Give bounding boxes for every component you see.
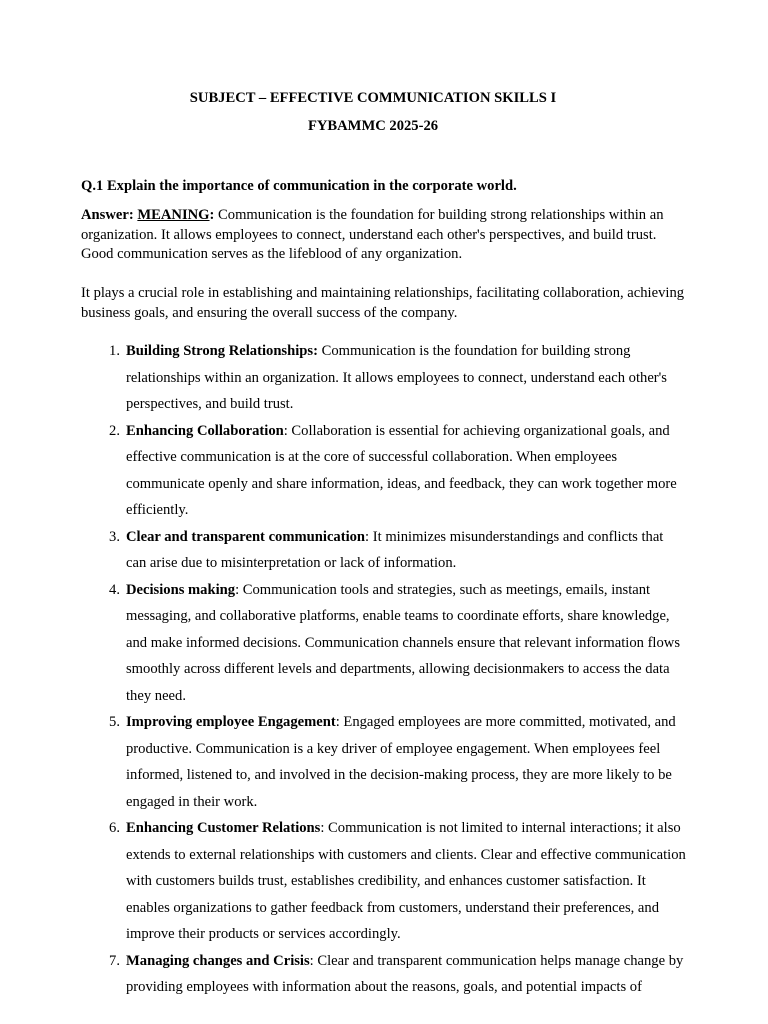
answer-text: Communication is the foundation for building strong relationships within an organization. It allows employees to connect, understand each other's perspectives, and build trust. Good communication serves as the lifeblood of any organization. (81, 207, 664, 263)
list-item (0, 418, 686, 524)
list-item-number: 6. (109, 820, 120, 836)
question-heading: Q.1 Explain the importance of communication in the corporate world. (81, 178, 517, 194)
list-item-heading: Enhancing Collaboration (126, 422, 284, 439)
class-title: FYBAMMC 2025-26 (307, 118, 439, 134)
role-paragraph: It plays a crucial role in establishing and maintaining relationships, facilitating collaboration, achieving business goals, and ensuring the overall success of the company. (81, 285, 685, 321)
list-item (0, 815, 686, 948)
importance-list (0, 338, 768, 1001)
list-item (0, 338, 686, 418)
list-item-number: 1. (109, 343, 120, 359)
list-item-text: : Engaged employees are more committed, motivated, and productive. Communication is a key driver of employee engagement. When employees feel informed, listened to, and involved in the decision-making process, they are more likely to be engaged in their work. (126, 714, 676, 810)
list-item (0, 577, 686, 710)
list-item-heading: Clear and transparent communication (126, 528, 366, 545)
list-item-text: Communication is the foundation for building strong relationships within an organization. It allows employees to connect, understand each other's perspectives, and build trust. (126, 343, 667, 412)
list-item-number: 5. (109, 714, 120, 730)
list-item-number: 3. (109, 528, 120, 545)
list-item (0, 709, 686, 815)
answer-label: Answer: (81, 207, 134, 223)
list-item-number: 4. (109, 581, 120, 598)
answer-paragraph (81, 206, 691, 265)
meaning-label: MEANING (137, 207, 210, 223)
list-item-heading: Managing changes and Crisis (126, 952, 310, 969)
list-item-text: : Communication is not limited to internal interactions; it also extends to external relationships with customers and clients. Clear and effective communication with customers builds trust, establishes credibility, and enhances customer satisfaction. It enables organizations to gather feedback from customers, understand their preferences, and improve their products or services accordingly. (126, 820, 686, 942)
subject-title: SUBJECT – EFFECTIVE COMMUNICATION SKILLS I (189, 90, 557, 106)
meaning-colon: : (209, 207, 215, 223)
list-item-heading: Decisions making (126, 581, 236, 598)
list-item-heading: Improving employee Engagement (126, 714, 336, 730)
list-item-text: : It minimizes misunderstandings and conflicts that can arise due to misinterpretation or lack of information. (126, 528, 664, 571)
list-item-heading: Building Strong Relationships: (126, 343, 318, 359)
list-item-text: : Communication tools and strategies, such as meetings, emails, instant messaging, and collaborative platforms, enable teams to coordinate efforts, share knowledge, and make informed decisions. Communication channels ensure that relevant information flows smoothly across different levels and departments, allowing decisionmakers to access the data they need. (126, 581, 681, 704)
list-item-heading: Enhancing Customer Relations (126, 820, 321, 836)
list-item (0, 524, 686, 577)
list-item (0, 948, 686, 1001)
list-item-text: : Collaboration is essential for achieving organizational goals, and effective communication is at the core of successful collaboration. When employees communicate openly and share information, ideas, and feedback, they can work together more efficiently. (126, 422, 677, 518)
list-item-text: : Clear and transparent communication helps manage change by providing employees with information about the reasons, goals, and potential impacts of (126, 952, 684, 995)
list-item-number: 2. (109, 422, 120, 439)
list-item-number: 7. (109, 952, 120, 969)
